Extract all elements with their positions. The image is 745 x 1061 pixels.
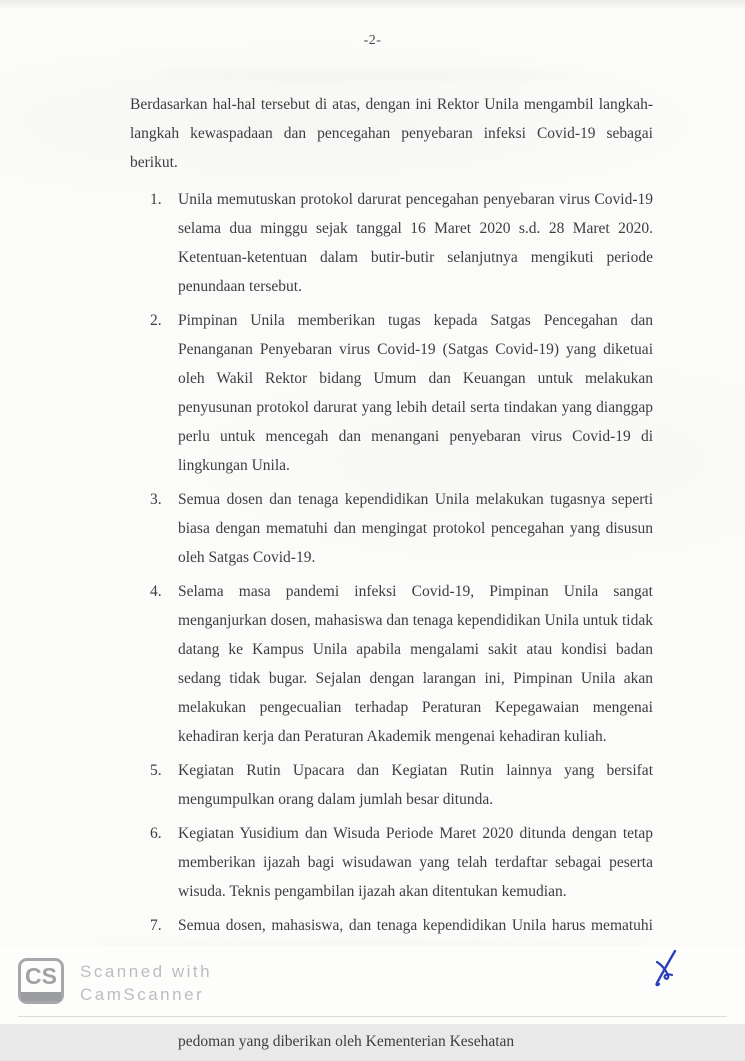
page-number: -2-: [363, 33, 382, 48]
handwritten-paraph-icon: [651, 948, 683, 990]
numbered-list: [130, 185, 653, 1056]
list-item-text: Kegiatan Yusidium dan Wisuda Periode Maret 2020 ditunda dengan tetap memberikan ijazah bagi wisudawan yang telah terdaftar sebagai peserta wisuda. Teknis pengambilan ijazah akan ditentukan kemudian.: [178, 825, 653, 900]
list-item-number: 3.: [150, 491, 162, 508]
list-item-number: 4.: [150, 583, 162, 600]
watermark-line1: Scanned with: [80, 962, 213, 981]
scan-smudge: [150, 70, 580, 80]
list-item-number: 5.: [150, 762, 162, 779]
list-item-text: Unila memutuskan protokol darurat pencegahan penyebaran virus Covid-19 selama dua minggu sejak tanggal 16 Maret 2020 s.d. 28 Maret 2020. Ketentuan-ketentuan dalam butir-butir selanjutnya mengikuti periode penundaan tersebut.: [178, 191, 653, 295]
list-item-text: Kegiatan Rutin Upacara dan Kegiatan Rutin lainnya yang bersifat mengumpulkan orang dalam jumlah besar ditunda.: [178, 762, 653, 808]
list-item-text: Pimpinan Unila memberikan tugas kepada Satgas Pencegahan dan Penanganan Penyebaran virus Covid-19 (Satgas Covid-19) yang diketuai oleh Wakil Rektor bidang Umum dan Keuangan untuk melakukan penyusunan protokol darurat yang lebih detail serta tindakan yang dianggap perlu untuk mencegah dan menangani penyebaran virus Covid-19 di lingkungan Unila.: [178, 312, 653, 474]
camscanner-footer: [0, 946, 745, 1024]
list-item-number: 7.: [150, 917, 162, 934]
camscanner-logo-text: CS: [25, 963, 57, 989]
watermark-line2: CamScanner: [80, 985, 205, 1004]
intro-paragraph: Berdasarkan hal-hal tersebut di atas, dengan ini Rektor Unila mengambil langkah-langkah kewaspadaan dan pencegahan penyebaran infeksi Covid-19 sebagai berikut.: [130, 96, 653, 171]
list-item-text: Semua dosen, mahasiswa, dan tenaga kependidikan Unila harus mematuhi pedoman yang diberikan oleh Kementerian Kesehatan: [178, 917, 653, 1050]
camscanner-logo-bar: [21, 992, 61, 1001]
document-body: [130, 90, 653, 1061]
camscanner-watermark-text: [80, 960, 212, 1006]
list-item: [130, 185, 653, 301]
list-item-number: 6.: [150, 825, 162, 842]
list-item-number: 2.: [150, 312, 162, 329]
list-item: [130, 306, 653, 480]
list-item: [130, 756, 653, 814]
list-item-text: Selama masa pandemi infeksi Covid-19, Pimpinan Unila sangat menganjurkan dosen, mahasiswa dan tenaga kependidikan Unila untuk tidak datang ke Kampus Unila apabila mengalami sakit atau kondisi badan sedang tidak bugar. Sejalan dengan larangan ini, Pimpinan Unila akan melakukan pengecualian terhadap Peraturan Kepegawaian mengenai kehadiran kerja dan Peraturan Akademik mengenai kehadiran kuliah.: [178, 583, 653, 745]
list-item: [130, 485, 653, 572]
list-item-text: Semua dosen dan tenaga kependidikan Unila melakukan tugasnya seperti biasa dengan mematuhi dan mengingat protokol pencegahan yang disusun oleh Satgas Covid-19.: [178, 491, 653, 566]
list-item-number: 1.: [150, 191, 162, 208]
list-item: [130, 819, 653, 906]
list-item: [130, 577, 653, 751]
scan-bottom-edge: [18, 1016, 727, 1017]
camscanner-logo-icon: [18, 958, 64, 1004]
